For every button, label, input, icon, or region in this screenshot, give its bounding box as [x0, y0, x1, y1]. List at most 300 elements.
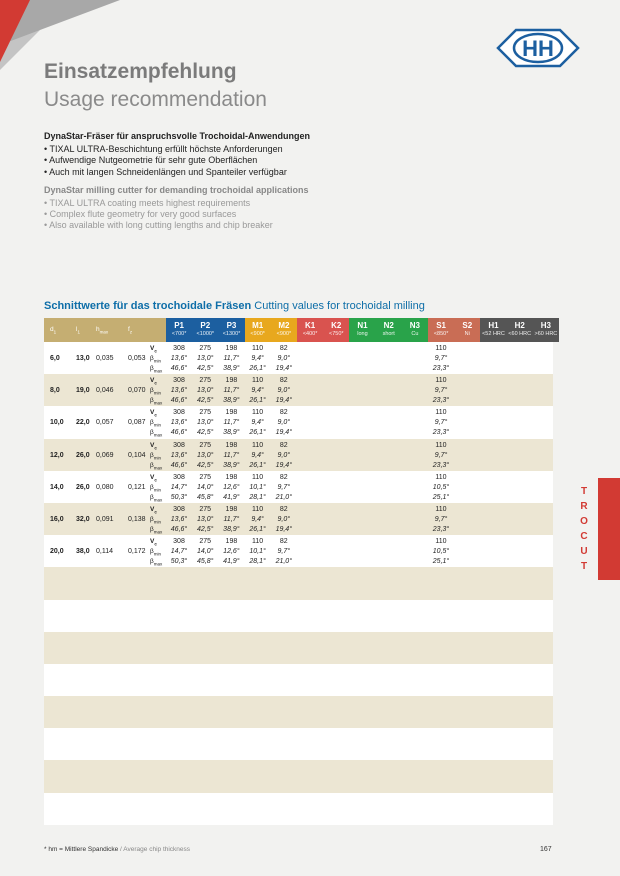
parameter-subscript: min	[153, 519, 162, 525]
empty-table-row	[44, 760, 553, 792]
dimension-cell: 0,121	[128, 483, 146, 491]
material-code: M2	[278, 321, 290, 330]
value-cell: 13,0°	[196, 355, 214, 362]
value-cell: 82	[279, 441, 288, 449]
dimension-cell: 0,046	[96, 387, 114, 395]
page-subtitle: Usage recommendation	[44, 88, 267, 111]
value-cell: 110	[252, 377, 264, 385]
row-parameter-label	[150, 452, 161, 460]
value-cell: 38,9°	[223, 397, 240, 405]
section-title-de: Schnittwerte für das trochoidale Fräsen	[44, 300, 252, 312]
column-header	[96, 326, 108, 334]
value-cell: 42,5°	[196, 429, 214, 437]
value-cell: 42,5°	[196, 461, 214, 469]
material-code: P3	[226, 321, 237, 330]
column-header-subscript: 1	[77, 329, 80, 335]
empty-table-row	[44, 632, 553, 664]
parameter-symbol: V	[150, 538, 155, 546]
value-cell: 21,0°	[275, 493, 293, 501]
dimension-cell: 0,057	[96, 419, 114, 427]
value-cell: 198	[225, 377, 238, 385]
parameter-symbol: β	[150, 515, 154, 523]
material-strength: <52 HRC	[482, 331, 505, 337]
value-cell: 14,0°	[196, 483, 214, 491]
material-header-p2	[192, 318, 218, 342]
parameter-subscript: max	[153, 497, 163, 503]
material-code: K2	[331, 321, 342, 330]
value-cell: 82	[279, 538, 288, 546]
value-cell: 275	[199, 473, 212, 481]
row-parameter-label	[150, 387, 161, 395]
value-cell: 110	[252, 441, 264, 449]
material-header-m1	[245, 318, 271, 342]
dimension-cell: 22,0	[76, 419, 90, 427]
material-code: N1	[357, 321, 368, 330]
parameter-subscript: max	[153, 561, 163, 567]
material-header-p1	[166, 318, 192, 342]
dimension-cell: 10,0	[50, 419, 64, 427]
row-parameter-label	[150, 355, 161, 363]
material-strength: Cu	[411, 331, 419, 337]
dimension-cell: 0,035	[96, 355, 114, 362]
material-strength: <1300*	[222, 331, 241, 337]
material-strength: Ni	[464, 331, 470, 337]
table-row	[44, 374, 553, 406]
dimension-cell: 0,172	[128, 548, 146, 556]
intro-heading-en: DynaStar milling cutter for demanding trochoidal applications	[44, 184, 309, 195]
value-cell: 12,6°	[223, 548, 240, 556]
value-cell: 9,4°	[251, 355, 264, 362]
parameter-symbol: V	[150, 377, 155, 385]
dimension-cell: 0,069	[96, 451, 114, 459]
value-cell: 110	[435, 473, 447, 481]
material-strength: <850*	[433, 331, 449, 337]
material-header-h2	[507, 318, 533, 342]
table-body	[44, 342, 553, 825]
value-cell: 9,4°	[251, 419, 264, 427]
value-cell: 110	[435, 345, 447, 352]
parameter-symbol: V	[150, 409, 155, 417]
parameter-symbol: β	[150, 355, 154, 362]
dimension-cell: 26,0	[76, 451, 90, 459]
value-cell: 110	[252, 505, 264, 513]
list-item: • TIXAL ULTRA coating meets highest requirements	[44, 198, 251, 209]
parameter-symbol: V	[150, 441, 155, 449]
row-parameter-label	[150, 474, 157, 482]
parameter-subscript: max	[153, 529, 163, 535]
material-strength: <700*	[171, 331, 187, 337]
dimension-cell: 16,0	[50, 515, 64, 523]
parameter-symbol: β	[150, 483, 154, 491]
row-parameter-label	[150, 419, 161, 427]
value-cell: 13,6°	[170, 387, 188, 395]
value-cell: 10,5°	[432, 483, 450, 491]
value-cell: 19,4°	[275, 461, 293, 469]
dimension-cell: 13,0	[76, 355, 90, 362]
value-cell: 23,3°	[432, 461, 450, 469]
value-cell: 275	[199, 505, 212, 513]
empty-table-row	[44, 728, 553, 760]
value-cell: 9,0°	[277, 451, 291, 459]
list-item: • Aufwendige Nutgeometrie für sehr gute Oberflächen	[44, 155, 258, 166]
value-cell: 19,4°	[275, 397, 293, 405]
value-cell: 110	[435, 441, 447, 449]
parameter-subscript: min	[153, 358, 162, 364]
parameter-symbol: V	[150, 473, 155, 481]
material-header-n1	[349, 318, 375, 342]
value-cell: 11,7°	[223, 387, 240, 395]
dimension-cell: 26,0	[76, 483, 90, 491]
dimension-cell: 38,0	[76, 548, 90, 556]
value-cell: 82	[279, 473, 288, 481]
parameter-symbol: V	[150, 505, 155, 513]
row-parameter-label	[150, 548, 161, 556]
column-header	[128, 326, 132, 334]
material-strength: short	[382, 331, 395, 337]
page-title: Einsatzempfehlung	[44, 60, 237, 83]
value-cell: 9,0°	[277, 515, 291, 523]
parameter-symbol: β	[150, 558, 154, 566]
value-cell: 9,7°	[434, 355, 448, 362]
value-cell: 13,0°	[196, 387, 214, 395]
side-tab-letter: R	[580, 501, 588, 512]
material-header-n3	[402, 318, 428, 342]
empty-table-row	[44, 567, 553, 599]
value-cell: 9,7°	[277, 548, 291, 556]
value-cell: 308	[173, 441, 185, 449]
parameter-symbol: β	[150, 461, 154, 469]
side-tab-letter: O	[580, 516, 588, 527]
value-cell: 308	[173, 538, 185, 546]
table-row	[44, 439, 553, 471]
material-header-k2	[323, 318, 349, 342]
parameter-subscript: min	[153, 422, 162, 428]
value-cell: 14,0°	[196, 548, 214, 556]
parameter-symbol: β	[150, 429, 154, 437]
dimension-cell: 0,070	[128, 387, 146, 395]
material-code: H2	[514, 321, 525, 330]
value-cell: 308	[173, 473, 185, 481]
dimension-cell: 0,080	[96, 483, 114, 491]
value-cell: 46,6°	[170, 397, 188, 405]
value-cell: 198	[225, 409, 238, 417]
material-strength: <900*	[276, 331, 292, 337]
material-header-n2	[376, 318, 402, 342]
value-cell: 23,3°	[432, 525, 450, 533]
material-header-k1	[297, 318, 323, 342]
value-cell: 308	[173, 377, 185, 385]
intro-block	[44, 131, 564, 232]
value-cell: 198	[225, 441, 238, 449]
value-cell: 110	[252, 409, 264, 417]
column-header	[50, 326, 56, 334]
row-parameter-label	[150, 484, 161, 492]
material-code: N2	[383, 321, 394, 330]
empty-table-row	[44, 793, 553, 825]
material-header-s1	[428, 318, 454, 342]
dimension-cell: 6,0	[50, 355, 60, 362]
row-parameter-label	[150, 365, 162, 373]
parameter-symbol: β	[150, 387, 154, 395]
value-cell: 82	[279, 377, 288, 385]
value-cell: 110	[435, 409, 447, 417]
value-cell: 11,7°	[223, 419, 240, 427]
value-cell: 26,1°	[249, 365, 266, 372]
value-cell: 110	[252, 473, 264, 481]
parameter-symbol: β	[150, 451, 154, 459]
value-cell: 82	[279, 345, 288, 352]
parameter-subscript: min	[153, 487, 162, 493]
value-cell: 38,9°	[223, 365, 240, 372]
value-cell: 23,3°	[432, 397, 450, 405]
material-code: P2	[200, 321, 211, 330]
value-cell: 12,6°	[223, 483, 240, 491]
value-cell: 82	[279, 505, 288, 513]
value-cell: 308	[173, 345, 185, 352]
value-cell: 13,6°	[170, 451, 188, 459]
dimension-cell: 0,087	[128, 419, 146, 427]
value-cell: 9,7°	[277, 483, 291, 491]
table-row	[44, 471, 553, 503]
value-cell: 9,0°	[277, 419, 291, 427]
value-cell: 9,7°	[434, 387, 448, 395]
value-cell: 275	[199, 377, 212, 385]
material-strength: long	[357, 331, 368, 337]
list-item: • TIXAL ULTRA-Beschichtung erfüllt höchste Anforderungen	[44, 144, 283, 155]
table-row	[44, 406, 553, 438]
value-cell: 308	[173, 409, 185, 417]
value-cell: 14,7°	[170, 548, 188, 556]
page-number: 167	[540, 846, 552, 853]
parameter-subscript: c	[154, 477, 157, 483]
material-code: P1	[174, 321, 184, 330]
value-cell: 26,1°	[249, 397, 266, 405]
row-parameter-label	[150, 397, 162, 405]
row-parameter-label	[150, 516, 161, 524]
column-header-label: f	[128, 326, 130, 333]
value-cell: 275	[199, 441, 212, 449]
parameter-symbol: β	[150, 525, 154, 533]
value-cell: 46,6°	[170, 365, 188, 372]
value-cell: 41,9°	[223, 493, 240, 501]
parameter-subscript: c	[154, 380, 157, 386]
row-parameter-label	[150, 409, 157, 417]
value-cell: 82	[279, 409, 288, 417]
row-parameter-label	[150, 526, 162, 534]
footnote-de: * hm = Mittlere Spandicke	[44, 846, 119, 853]
value-cell: 13,0°	[196, 451, 214, 459]
value-cell: 42,5°	[196, 525, 214, 533]
parameter-symbol: V	[150, 345, 155, 352]
value-cell: 10,5°	[432, 548, 450, 556]
value-cell: 110	[435, 377, 447, 385]
row-parameter-label	[150, 462, 162, 470]
value-cell: 42,5°	[196, 365, 214, 372]
value-cell: 110	[435, 538, 447, 546]
value-cell: 11,7°	[223, 355, 240, 362]
parameter-symbol: β	[150, 397, 154, 405]
value-cell: 11,7°	[223, 451, 240, 459]
value-cell: 46,6°	[170, 461, 188, 469]
column-header-subscript: max	[99, 329, 109, 335]
material-code: S2	[462, 321, 473, 330]
footnote-en: / Average chip thickness	[118, 846, 191, 853]
material-code: H3	[540, 321, 551, 330]
value-cell: 26,1°	[249, 461, 266, 469]
value-cell: 198	[225, 505, 238, 513]
value-cell: 9,4°	[251, 515, 264, 523]
material-strength: <900*	[250, 331, 265, 337]
intro-list-en	[44, 198, 564, 232]
material-header-h1	[480, 318, 506, 342]
value-cell: 9,4°	[251, 451, 264, 459]
table-header	[44, 318, 558, 342]
parameter-subscript: c	[154, 509, 157, 515]
dimension-cell: 0,053	[128, 355, 146, 362]
list-item: • Auch mit langen Schneidenlängen und Spanteiler verfügbar	[44, 166, 287, 177]
value-cell: 110	[252, 345, 264, 352]
material-strength: <400*	[302, 331, 318, 337]
value-cell: 11,7°	[223, 515, 240, 523]
value-cell: 13,0°	[196, 419, 214, 427]
intro-heading-de: DynaStar-Fräser für anspruchsvolle Trochoidal-Anwendungen	[44, 131, 311, 141]
dimension-cell: 0,104	[128, 451, 146, 459]
parameter-subscript: max	[153, 368, 163, 374]
list-item: • Complex flute geometry for very good surfaces	[44, 209, 237, 220]
material-code: K1	[304, 321, 316, 330]
column-header-subscript: z	[129, 329, 133, 335]
material-header-s2	[454, 318, 480, 342]
value-cell: 19,4°	[275, 429, 293, 437]
value-cell: 275	[199, 345, 212, 352]
value-cell: 45,8°	[196, 558, 214, 566]
value-cell: 13,6°	[170, 419, 188, 427]
dimension-cell: 0,138	[128, 515, 146, 523]
dimension-cell: 12,0	[50, 451, 64, 459]
value-cell: 26,1°	[249, 525, 266, 533]
material-code: M1	[252, 321, 264, 330]
parameter-symbol: β	[150, 548, 154, 556]
value-cell: 25,1°	[432, 558, 450, 566]
value-cell: 38,9°	[223, 429, 240, 437]
value-cell: 28,1°	[249, 558, 266, 566]
parameter-subscript: min	[153, 454, 162, 460]
parameter-subscript: c	[154, 444, 157, 450]
value-cell: 275	[199, 409, 212, 417]
material-strength: <1000*	[196, 331, 215, 337]
row-parameter-label	[150, 494, 162, 502]
parameter-subscript: min	[153, 390, 162, 396]
value-cell: 19,4°	[275, 365, 293, 372]
dimension-cell: 14,0	[50, 483, 64, 491]
empty-table-row	[44, 664, 553, 696]
section-title-en: Cutting values for trochoidal milling	[254, 300, 425, 312]
material-strength: >60 HRC	[534, 331, 558, 337]
row-parameter-label	[150, 377, 157, 385]
row-parameter-label	[150, 538, 157, 546]
list-item: • Also available with long cutting lengths and chip breaker	[44, 220, 273, 231]
value-cell: 198	[225, 473, 238, 481]
parameter-subscript: c	[154, 541, 157, 547]
value-cell: 10,1°	[249, 483, 266, 491]
value-cell: 9,0°	[277, 387, 291, 395]
value-cell: 9,0°	[277, 355, 291, 362]
material-header-p3	[218, 318, 244, 342]
parameter-subscript: max	[153, 400, 163, 406]
column-header-label: l	[76, 326, 78, 333]
row-parameter-label	[150, 345, 157, 353]
parameter-subscript: c	[154, 348, 157, 354]
cutting-values-table	[44, 318, 558, 825]
value-cell: 26,1°	[249, 429, 266, 437]
value-cell: 46,6°	[170, 429, 188, 437]
table-row	[44, 535, 553, 567]
table-row	[44, 503, 553, 535]
material-header-h3	[533, 318, 559, 342]
dimension-cell: 32,0	[76, 515, 90, 523]
parameter-symbol: β	[150, 419, 154, 427]
dimension-cell: 19,0	[76, 387, 90, 395]
value-cell: 9,4°	[251, 387, 264, 395]
value-cell: 50,3°	[170, 493, 188, 501]
row-parameter-label	[150, 442, 157, 450]
parameter-subscript: c	[154, 412, 157, 418]
value-cell: 9,7°	[434, 419, 448, 427]
value-cell: 41,9°	[223, 558, 240, 566]
value-cell: 19,4°	[275, 525, 293, 533]
value-cell: 38,9°	[223, 525, 240, 533]
section-title	[44, 300, 425, 312]
value-cell: 23,3°	[432, 365, 450, 372]
row-parameter-label	[150, 506, 157, 514]
column-header	[76, 326, 80, 334]
value-cell: 50,3°	[170, 558, 188, 566]
parameter-subscript: min	[153, 551, 162, 557]
value-cell: 28,1°	[249, 493, 266, 501]
side-tab-letter: T	[580, 486, 588, 497]
material-code: H1	[488, 321, 499, 330]
value-cell: 9,7°	[434, 451, 448, 459]
footnote	[44, 846, 190, 853]
value-cell: 25,1°	[432, 493, 450, 501]
empty-table-row	[44, 696, 553, 728]
value-cell: 10,1°	[249, 548, 266, 556]
svg-text:HH: HH	[522, 36, 554, 61]
value-cell: 198	[225, 538, 238, 546]
value-cell: 13,6°	[170, 355, 188, 362]
dimension-cell: 0,091	[96, 515, 114, 523]
empty-table-row	[44, 600, 553, 632]
parameter-subscript: max	[153, 464, 163, 470]
material-code: N3	[409, 321, 420, 330]
dimension-cell: 8,0	[50, 387, 60, 395]
dimension-cell: 20,0	[50, 548, 64, 556]
side-tab-letter: C	[580, 531, 588, 542]
value-cell: 38,9°	[223, 461, 240, 469]
hh-logo-icon	[496, 28, 580, 68]
material-code: S1	[436, 321, 446, 330]
value-cell: 110	[435, 505, 447, 513]
value-cell: 46,6°	[170, 525, 188, 533]
value-cell: 13,6°	[170, 515, 188, 523]
material-header-m2	[271, 318, 297, 342]
row-parameter-label	[150, 429, 162, 437]
value-cell: 13,0°	[196, 515, 214, 523]
parameter-symbol: β	[150, 493, 154, 501]
value-cell: 110	[252, 538, 264, 546]
column-header-label: h	[96, 326, 100, 333]
corner-decoration-red	[0, 0, 30, 62]
